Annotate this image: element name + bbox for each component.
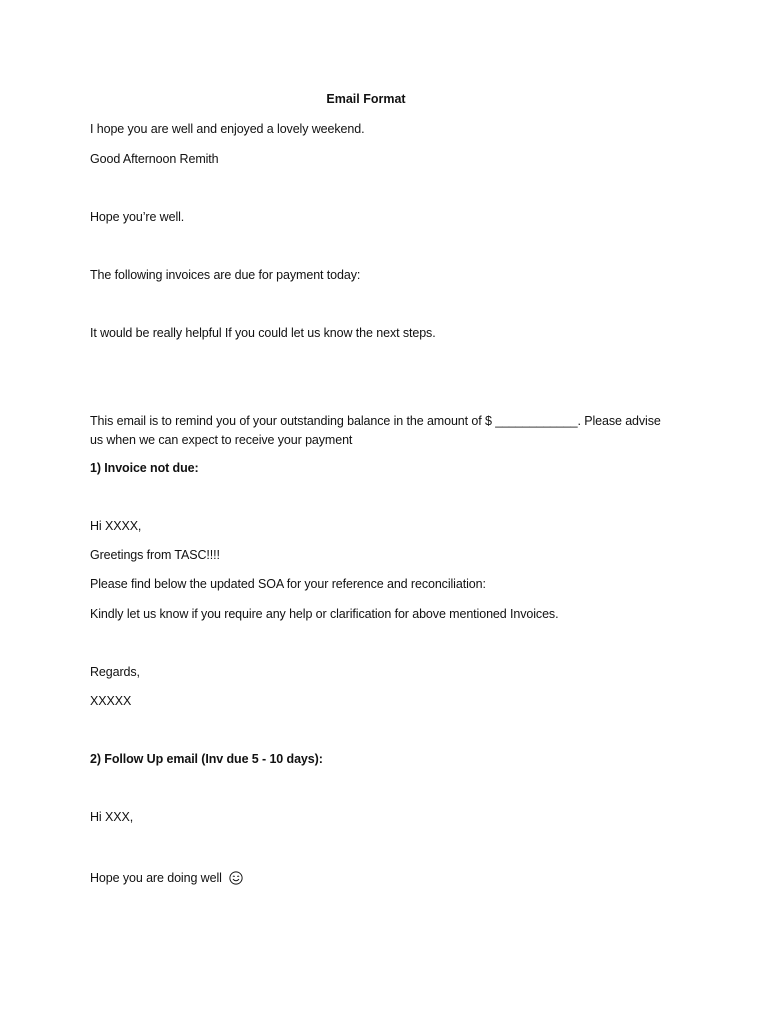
text-line-signature: XXXXX: [90, 694, 132, 708]
text-line-hope-well: Hope you’re well.: [90, 210, 185, 224]
text-line-regards: Regards,: [90, 665, 140, 679]
text-line-invoices-due: The following invoices are due for payment today:: [90, 268, 361, 282]
smiley-face-icon: [229, 871, 243, 885]
text-line-greetings-tasc: Greetings from TASC!!!!: [90, 548, 220, 562]
text-line-reminder-2: us when we can expect to receive your payment: [90, 433, 353, 447]
text-line-hi: Hi XXXX,: [90, 519, 142, 533]
section-heading-invoice-not-due: 1) Invoice not due:: [90, 461, 199, 475]
document-title: Email Format: [326, 92, 406, 106]
text-line-wellbeing: I hope you are well and enjoyed a lovely weekend.: [90, 122, 365, 136]
doing-well-text: Hope you are doing well: [90, 871, 222, 885]
text-line-soa: Please find below the updated SOA for your reference and reconciliation:: [90, 577, 486, 591]
section-heading-follow-up: 2) Follow Up email (Inv due 5 - 10 days):: [90, 752, 323, 766]
text-line-greeting: Good Afternoon Remith: [90, 152, 219, 166]
text-line-reminder-1: This email is to remind you of your outstanding balance in the amount of $ ____________. Please advise: [90, 414, 661, 428]
text-line-next-steps: It would be really helpful If you could let us know the next steps.: [90, 326, 436, 340]
text-line-hi-followup: Hi XXX,: [90, 810, 134, 824]
text-line-help: Kindly let us know if you require any help or clarification for above mentioned Invoices.: [90, 607, 559, 621]
text-line-doing-well: [90, 869, 243, 888]
